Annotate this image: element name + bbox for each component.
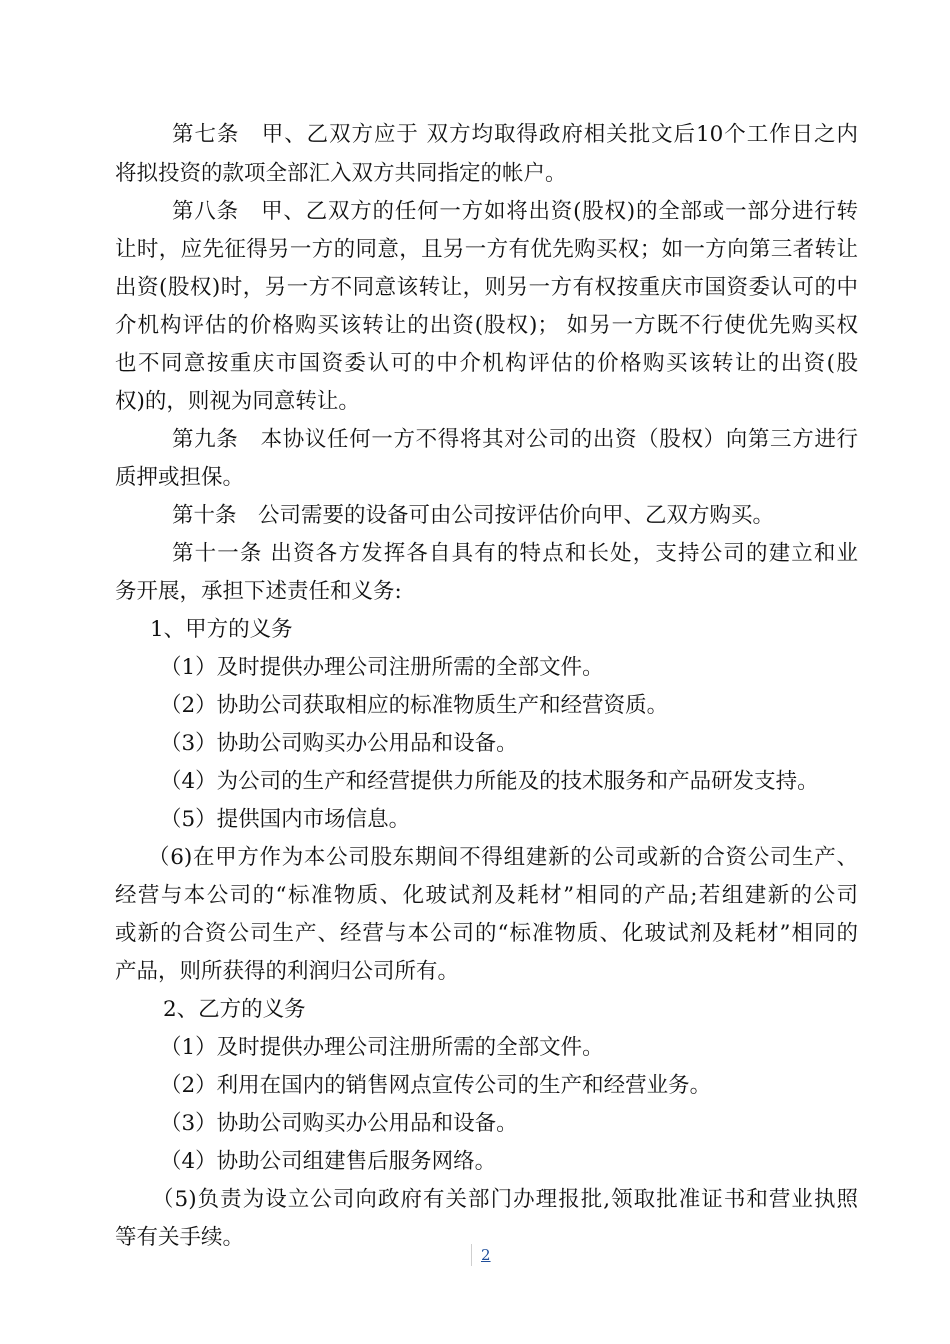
text-line: 质押或担保。 [115, 465, 245, 490]
text-line: （5)负责为设立公司向政府有关部门办理报批,领取批准证书和营业执照 [152, 1187, 858, 1212]
text-line: 将拟投资的款项全部汇入双方共同指定的帐户。 [115, 161, 567, 186]
text-line: （5）提供国内市场信息。 [160, 807, 411, 832]
text-line: 也不同意按重庆市国资委认可的中介机构评估的价格购买该转让的出资(股 [115, 351, 858, 376]
text-line: 产品，则所获得的利润归公司所有。 [115, 959, 460, 984]
text-line: 1、甲方的义务 [150, 617, 293, 642]
text-line: 等有关手续。 [115, 1225, 245, 1250]
text-line: 或新的合资公司生产、经营与本公司的“标准物质、化玻试剂及耗材”相同的 [115, 921, 858, 946]
text-line: （2）协助公司获取相应的标准物质生产和经营资质。 [160, 693, 669, 718]
text-line: （6)在甲方作为本公司股东期间不得组建新的公司或新的合资公司生产、 [148, 845, 858, 870]
text-line: 经营与本公司的“标准物质、化玻试剂及耗材”相同的产品;若组建新的公司 [115, 883, 858, 908]
text-line: 介机构评估的价格购买该转让的出资(股权)； 如另一方既不行使优先购买权 [115, 313, 858, 338]
page-number: 2 [481, 1246, 491, 1264]
text-line: （1）及时提供办理公司注册所需的全部文件。 [160, 655, 604, 680]
text-line: 第十一条 出资各方发挥各自具有的特点和长处，支持公司的建立和业 [172, 541, 858, 566]
text-line: （3）协助公司购买办公用品和设备。 [160, 1111, 518, 1136]
text-line: 让时，应先征得另一方的同意，且另一方有优先购买权；如一方向第三者转让 [115, 237, 858, 262]
text-line: （4）协助公司组建售后服务网络。 [160, 1149, 497, 1174]
text-line: 2、乙方的义务 [163, 997, 306, 1022]
text-line: （4）为公司的生产和经营提供力所能及的技术服务和产品研发支持。 [160, 769, 819, 794]
text-line: （3）协助公司购买办公用品和设备。 [160, 731, 518, 756]
text-line: 出资(股权)时，另一方不同意该转让，则另一方有权按重庆市国资委认可的中 [115, 275, 858, 300]
text-line: 第十条 公司需要的设备可由公司按评估价向甲、乙双方购买。 [172, 503, 775, 528]
text-line: 第九条 本协议任何一方不得将其对公司的出资（股权）向第三方进行 [172, 427, 858, 452]
text-line: （2）利用在国内的销售网点宣传公司的生产和经营业务。 [160, 1073, 712, 1098]
text-line: 务开展，承担下述责任和义务: [115, 579, 402, 604]
footer-divider [471, 1244, 472, 1266]
text-line: 第八条 甲、乙双方的任何一方如将出资(股权)的全部或一部分进行转 [172, 199, 858, 224]
text-line: （1）及时提供办理公司注册所需的全部文件。 [160, 1035, 604, 1060]
text-line: 第七条 甲、乙双方应于 双方均取得政府相关批文后10个工作日之内 [172, 122, 858, 147]
text-line: 权)的，则视为同意转让。 [115, 389, 360, 414]
